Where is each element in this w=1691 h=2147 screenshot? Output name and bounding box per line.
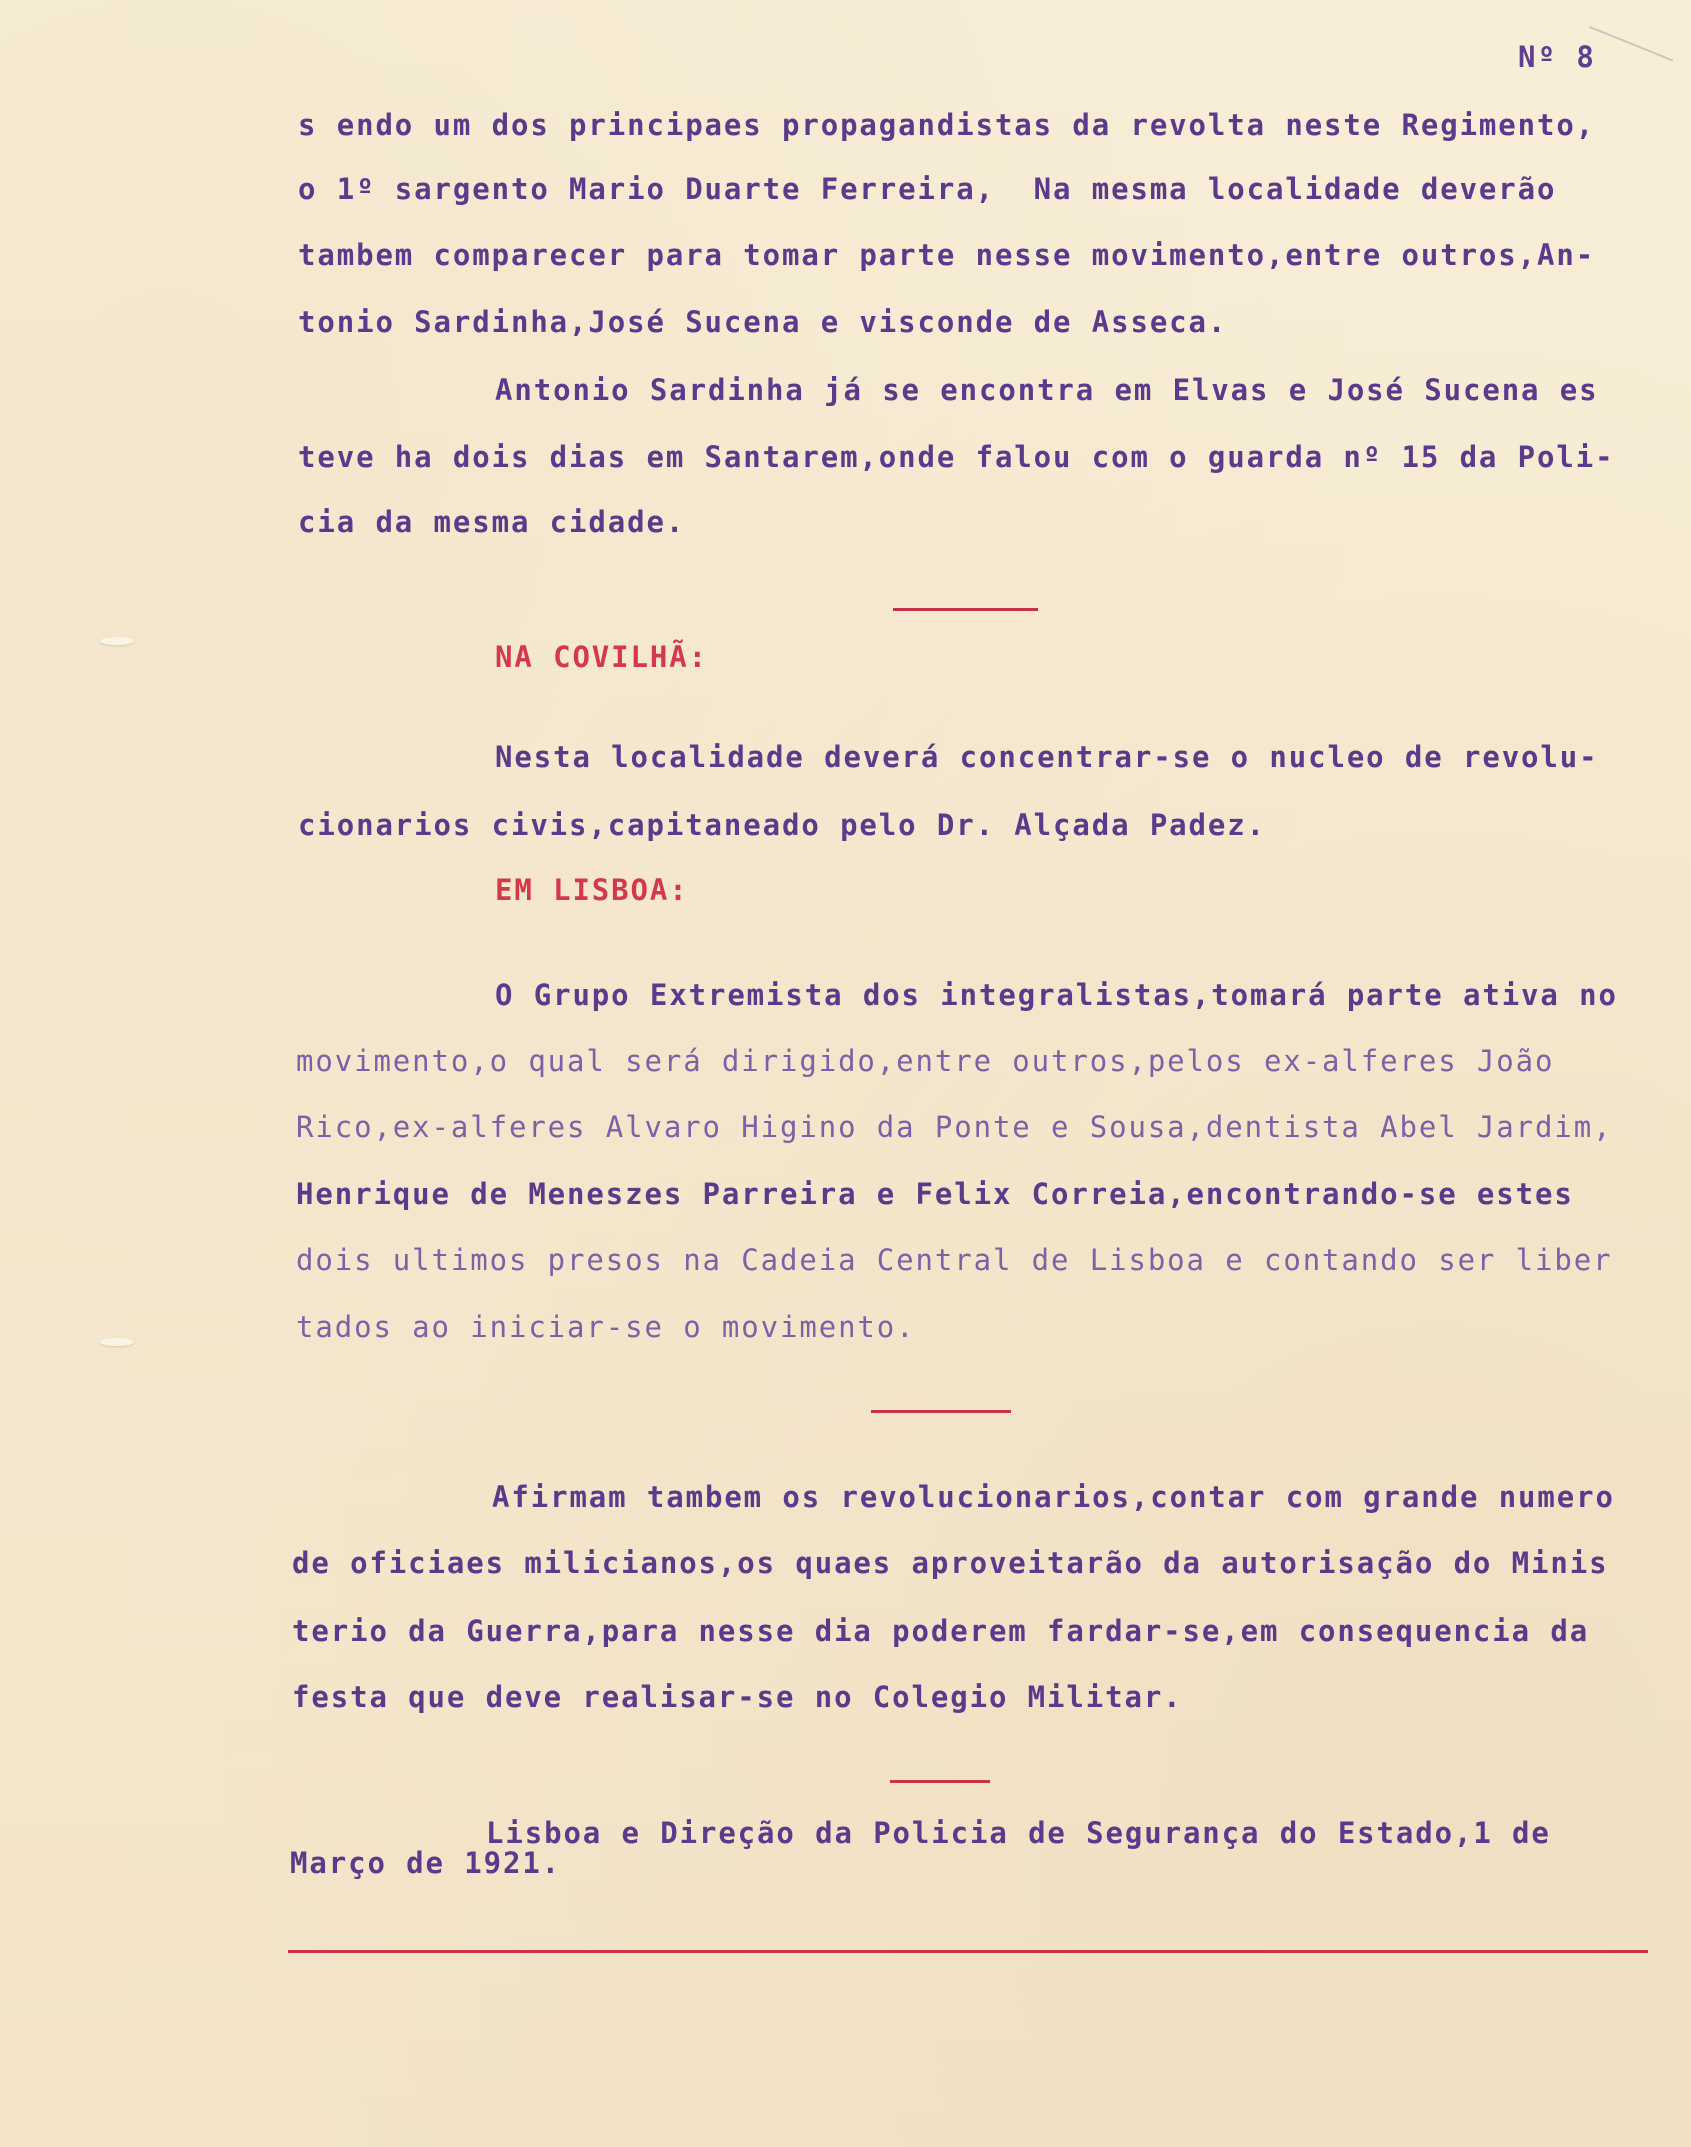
punch-hole-mark	[100, 1338, 134, 1346]
text-line: de oficiaes milicianos,os quaes aproveitarão da autorisação do Minis	[292, 1546, 1609, 1580]
text-line: cia da mesma cidade.	[298, 505, 686, 539]
text-line: O Grupo Extremista dos integralistas,tomará parte ativa no	[495, 978, 1618, 1012]
text-line: Rico,ex-alferes Alvaro Higino da Ponte e Sousa,dentista Abel Jardim,	[296, 1110, 1613, 1144]
section-divider	[893, 608, 1038, 611]
text-line: tambem comparecer para tomar parte nesse movimento,entre outros,An-	[298, 238, 1596, 272]
closing-line: Lisboa e Direção da Policia de Segurança do Estado,1 de	[486, 1816, 1551, 1850]
section-divider	[871, 1410, 1011, 1413]
text-line: Nesta localidade deverá concentrar-se o nucleo de revolu-	[495, 740, 1599, 774]
text-line: festa que deve realisar-se no Colegio Militar.	[292, 1680, 1183, 1714]
text-line: terio da Guerra,para nesse dia poderem fardar-se,em consequencia da	[292, 1614, 1590, 1648]
punch-hole-mark	[100, 637, 134, 645]
text-line: dois ultimos presos na Cadeia Central de Lisboa e contando ser liber	[296, 1243, 1613, 1277]
bottom-rule	[288, 1950, 1648, 1953]
text-line: tados ao iniciar-se o movimento.	[296, 1310, 916, 1344]
text-line: tonio Sardinha,José Sucena e visconde de Asseca.	[298, 305, 1228, 339]
closing-line: Março de 1921.	[290, 1846, 562, 1880]
section-heading-lisboa: EM LISBOA:	[495, 873, 689, 907]
text-line: o 1º sargento Mario Duarte Ferreira, Na mesma localidade deverão	[298, 172, 1557, 206]
text-line: teve ha dois dias em Santarem,onde falou com o guarda nº 15 da Poli-	[298, 440, 1615, 474]
text-line: cionarios civis,capitaneado pelo Dr. Alçada Padez.	[298, 808, 1266, 842]
section-divider	[890, 1780, 990, 1783]
text-line: Antonio Sardinha já se encontra em Elvas e José Sucena es	[495, 373, 1599, 407]
page-number: Nº 8	[1518, 40, 1596, 74]
section-heading-covilha: NA COVILHÃ:	[495, 640, 708, 674]
text-line: movimento,o qual será dirigido,entre outros,pelos ex-alferes João	[296, 1044, 1555, 1078]
text-line: s endo um dos principaes propagandistas da revolta neste Regimento,	[298, 108, 1596, 142]
text-line: Henrique de Meneszes Parreira e Felix Correia,encontrando-se estes	[296, 1177, 1574, 1211]
text-line: Afirmam tambem os revolucionarios,contar com grande numero	[492, 1480, 1615, 1514]
